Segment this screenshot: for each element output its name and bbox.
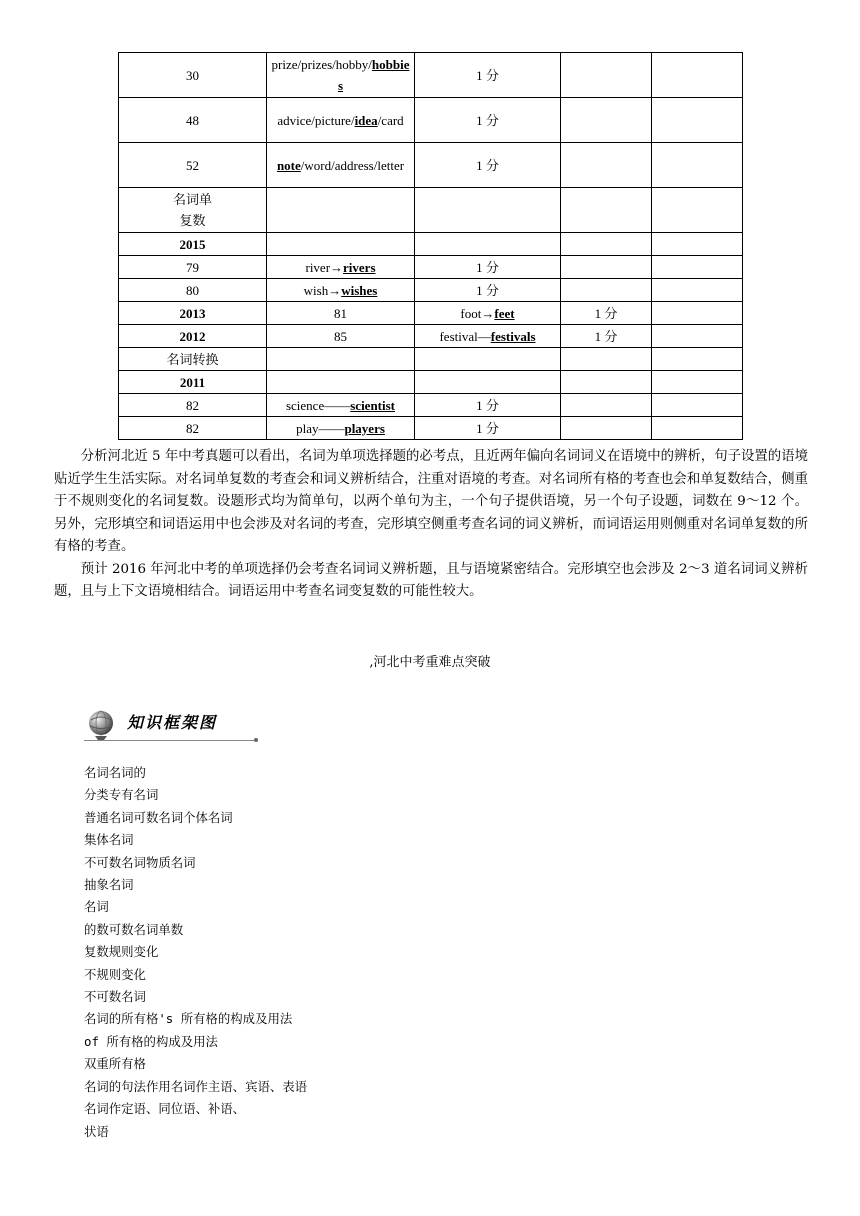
correct-answer: wishes (341, 282, 378, 298)
empty-cell (561, 394, 652, 417)
empty-cell (415, 233, 561, 256)
score-cell: 1 分 (415, 279, 561, 302)
table-row (119, 53, 743, 98)
correct-answer: players (344, 420, 385, 436)
empty-cell (267, 348, 415, 371)
tree-line: 的数可数名词单数 (84, 921, 184, 937)
empty-cell (652, 233, 743, 256)
tree-line: 集体名词 (84, 832, 134, 848)
question-number: 79 (119, 256, 267, 279)
answer-options: festival—festivals (415, 325, 561, 348)
empty-cell (652, 348, 743, 371)
question-number: 82 (119, 394, 267, 417)
score-cell: 1 分 (561, 325, 652, 348)
tree-line: 名词的句法作用名词作主语、宾语、表语 (84, 1078, 308, 1094)
empty-cell (561, 143, 652, 188)
correct-answer: note (276, 157, 301, 173)
answer-options: river→rivers (267, 256, 415, 279)
year-label: 2012 (119, 325, 267, 348)
empty-cell (561, 53, 652, 98)
year-label: 2015 (119, 233, 267, 256)
score-cell: 1 分 (415, 143, 561, 188)
empty-cell (652, 417, 743, 440)
year-label: 2011 (119, 371, 267, 394)
tree-line: 不可数名词 (84, 989, 146, 1005)
tree-line: 名词的所有格's 所有格的构成及用法 (84, 1011, 293, 1027)
score-cell: 1 分 (415, 98, 561, 143)
tree-line: 普通名词可数名词个体名词 (84, 809, 233, 825)
table-row (119, 348, 743, 371)
tree-line: 复数规则变化 (84, 944, 159, 960)
banner-label: 知识框架图 (127, 713, 218, 732)
table-row (119, 371, 743, 394)
answer-options: note/word/address/letter (267, 143, 415, 188)
answer-options: wish→wishes (267, 279, 415, 302)
answer-options: play——players (267, 417, 415, 440)
empty-cell (652, 98, 743, 143)
table-row (119, 417, 743, 440)
divider (84, 740, 258, 741)
tree-line: 分类专有名词 (84, 787, 159, 803)
empty-cell (652, 325, 743, 348)
empty-cell (561, 256, 652, 279)
category-heading: 名词转换 (119, 348, 267, 371)
score-cell: 1 分 (561, 302, 652, 325)
score-cell: 1 分 (415, 256, 561, 279)
exam-score-table (118, 52, 743, 440)
question-number: 85 (267, 325, 415, 348)
tree-line: 不可数名词物质名词 (84, 854, 196, 870)
table-row (119, 98, 743, 143)
empty-cell (652, 302, 743, 325)
tree-line: 双重所有格 (84, 1056, 146, 1072)
empty-cell (415, 348, 561, 371)
analysis-paragraph: 分析河北近 5 年中考真题可以看出，名词为单项选择题的必考点，且近两年偏向名词词义在语境中的辨析，句子设置的语境贴近学生生活实际。对名词单复数的考查会和词义辨析结合，注重对语境的考查。对名词所有格的考查也会和单复数结合，侧重于不规则变化的名词复数。设题形式均为简单句，以两个单句为主，一个句子提供语境，另一个句子设题，词数在 9～12 个。另外，完形填空和词语运用中也会涉及对名词的考查，完形填空侧重考查名词的词义辨析，而词语运用则侧重对名词单复数的所有格的考查。 (54, 449, 808, 554)
analysis-text (54, 446, 808, 604)
table-row (119, 325, 743, 348)
knowledge-framework-banner (82, 708, 262, 748)
empty-cell (652, 279, 743, 302)
score-cell: 1 分 (415, 417, 561, 440)
empty-cell (652, 53, 743, 98)
table-row (119, 143, 743, 188)
score-cell: 1 分 (415, 53, 561, 98)
divider-dot (254, 738, 258, 742)
empty-cell (267, 371, 415, 394)
empty-cell (561, 98, 652, 143)
question-number: 48 (119, 98, 267, 143)
table-row (119, 302, 743, 325)
empty-cell (415, 188, 561, 233)
section-title: ,河北中考重难点突破 (369, 655, 491, 670)
question-number: 82 (119, 417, 267, 440)
tree-line: 抽象名词 (84, 877, 134, 893)
question-number: 52 (119, 143, 267, 188)
empty-cell (561, 348, 652, 371)
empty-cell (561, 417, 652, 440)
correct-answer: hobbies (337, 57, 410, 93)
tree-line: 不规则变化 (84, 966, 146, 982)
question-number: 80 (119, 279, 267, 302)
score-cell: 1 分 (415, 394, 561, 417)
empty-cell (652, 256, 743, 279)
empty-cell (561, 279, 652, 302)
answer-options: foot→feet (415, 302, 561, 325)
question-number: 30 (119, 53, 267, 98)
table-row (119, 394, 743, 417)
tree-line: 名词名词的 (84, 765, 146, 780)
empty-cell (415, 371, 561, 394)
tree-line: 状语 (84, 1123, 109, 1139)
empty-cell (267, 188, 415, 233)
knowledge-tree (84, 762, 307, 1143)
prediction-paragraph: 预计 2016 年河北中考的单项选择仍会考查名词词义辨析题，且与语境紧密结合。完形填空也会涉及 2～3 道名词词义辨析题，且与上下文语境相结合。词语运用中考查名词变复数的可能性较大。 (54, 561, 808, 599)
tree-line: 名词作定语、同位语、补语、 (84, 1101, 246, 1117)
empty-cell (267, 233, 415, 256)
year-label: 2013 (119, 302, 267, 325)
answer-options: science——scientist (267, 394, 415, 417)
correct-answer: feet (494, 305, 515, 321)
question-number: 81 (267, 302, 415, 325)
correct-answer: festivals (490, 328, 536, 344)
tree-line: of 所有格的构成及用法 (84, 1033, 218, 1049)
answer-options: prize/prizes/hobby/hobbies (267, 53, 415, 98)
correct-answer: idea (354, 112, 378, 128)
empty-cell (561, 188, 652, 233)
correct-answer: rivers (343, 259, 376, 275)
table-row (119, 188, 743, 233)
category-heading: 名词单复数 (119, 188, 267, 233)
tree-line: 名词 (84, 899, 109, 915)
empty-cell (561, 371, 652, 394)
empty-cell (652, 143, 743, 188)
empty-cell (652, 371, 743, 394)
empty-cell (561, 233, 652, 256)
correct-answer: scientist (350, 397, 396, 413)
table-row (119, 279, 743, 302)
answer-options: advice/picture/idea/card (267, 98, 415, 143)
empty-cell (652, 188, 743, 233)
table-row (119, 233, 743, 256)
empty-cell (652, 394, 743, 417)
table-row (119, 256, 743, 279)
